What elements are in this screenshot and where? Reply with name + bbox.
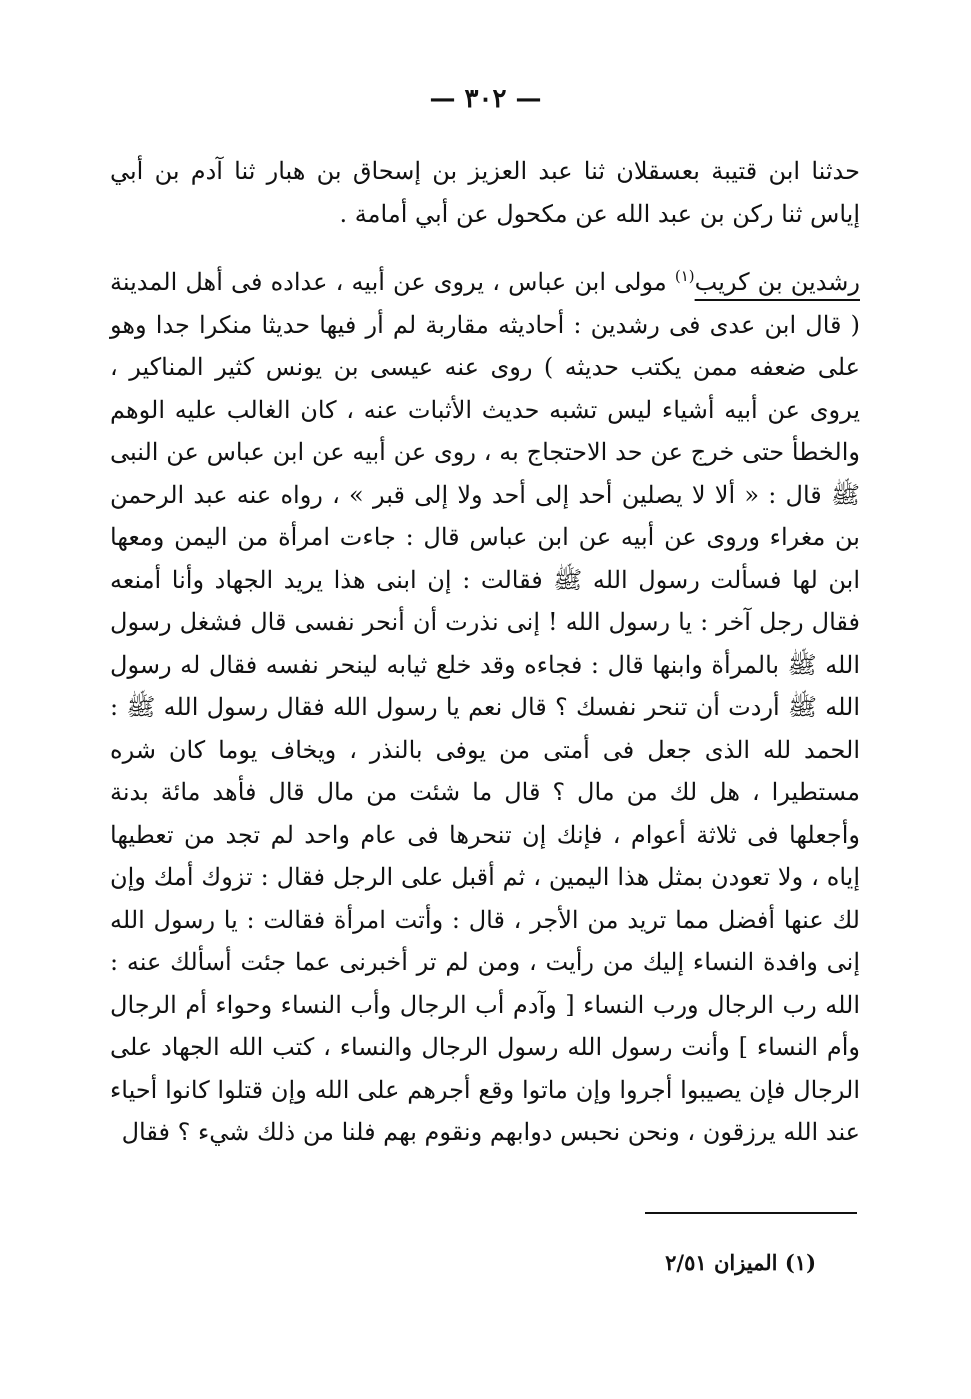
page-number: — ٣٠٢ — — [429, 84, 542, 114]
biography-text: مولى ابن عباس ، يروى عن أبيه ، عداده فى أهل المدينة ( قال ابن عدى فى رشدين : أحاديثه مقاربة لم أر فيها حديثا منكرا جدا وهو على ضعفه ممن يكتب حديثه ) روى عنه عيسى بن يونس كثير المناكير ، يروى عن أبيه أشياء ليس تشبه حديث الأثبات عنه ، كان الغالب عليه الوهم والخطأ حتى خرج عن حد الاحتجاج به ، روى عن أبيه عن ابن عباس عن النبى ﷺ قال : « ألا لا يصلين أحد إلى أحد ولا إلى قبر » ، رواه عنه عبد الرحمن بن مغراء وروى عن أبيه عن ابن عباس قال : جاءت امرأة من اليمن ومعها ابن لها فسألت رسول الله ﷺ فقالت : إن ابنى هذا يريد الجهاد وأنا أمنعه فقال رجل آخر : يا رسول الله ! إنى نذرت أن أنحر نفسى قال فشغل رسول الله ﷺ بالمرأة وابنها قال : فجاءه وقد خلع ثيابه لينحر نفسه فقال له رسول الله ﷺ أردت أن تنحر نفسك ؟ قال نعم يا رسول الله فقال رسول الله ﷺ : الحمد لله الذى جعل فى أمتى من يوفى بالنذر ، ويخاف يوما كان شره مستطيرا ، هل لك من مال ؟ قال ما شئت من مال قال فأهد مائة بدنة وأجعلها فى ثلاثة أعوام ، فإنك إن تنحرها فى عام واحد لم تجد من تعطيها إياه ، ولا تعودن بمثل هذا اليمين ، ثم أقبل على الرجل فقال : تزوك أمك وإن لك عنها أفضل مما تريد من الأجر ، قال : وأتت امرأة فقالت : يا رسول الله إنى وافدة النساء إليك من رأيت ، ومن لم تر أخبرنى عما جئت أسألك عنه : الله رب الرجال ورب النساء [ وآدم أب الرجال وأب النساء وحواء أم الرجال وأم النساء ] وأنت رسول الله رسول الرجال والنساء ، كتب الله الجهاد على الرجال فإن يصيبوا أجروا وإن ماتوا وقع أجرهم على الله وإن قتلوا كانوا أحياء عند الله يرزقون ، ونحن نحبس دوابهم ونقوم بهم فلنا من ذلك شيء ؟ فقال — [110, 268, 860, 1146]
footnote-marker: (١) — [674, 267, 695, 285]
main-text — [110, 150, 860, 1154]
paragraph-biography — [110, 255, 860, 1154]
footnote: (١) الميزان ٢/٥١ — [665, 1250, 816, 1275]
narrator-name-heading: رشدين بن كريب — [694, 268, 860, 296]
footnote-divider — [645, 1212, 857, 1214]
paragraph-isnad: حدثنا ابن قتيبة بعسقلان ثنا عبد العزيز بن إسحاق بن هبار ثنا آدم بن أبي إياس ثنا ركن بن عبد الله عن مكحول عن أبي أمامة . — [110, 157, 860, 228]
